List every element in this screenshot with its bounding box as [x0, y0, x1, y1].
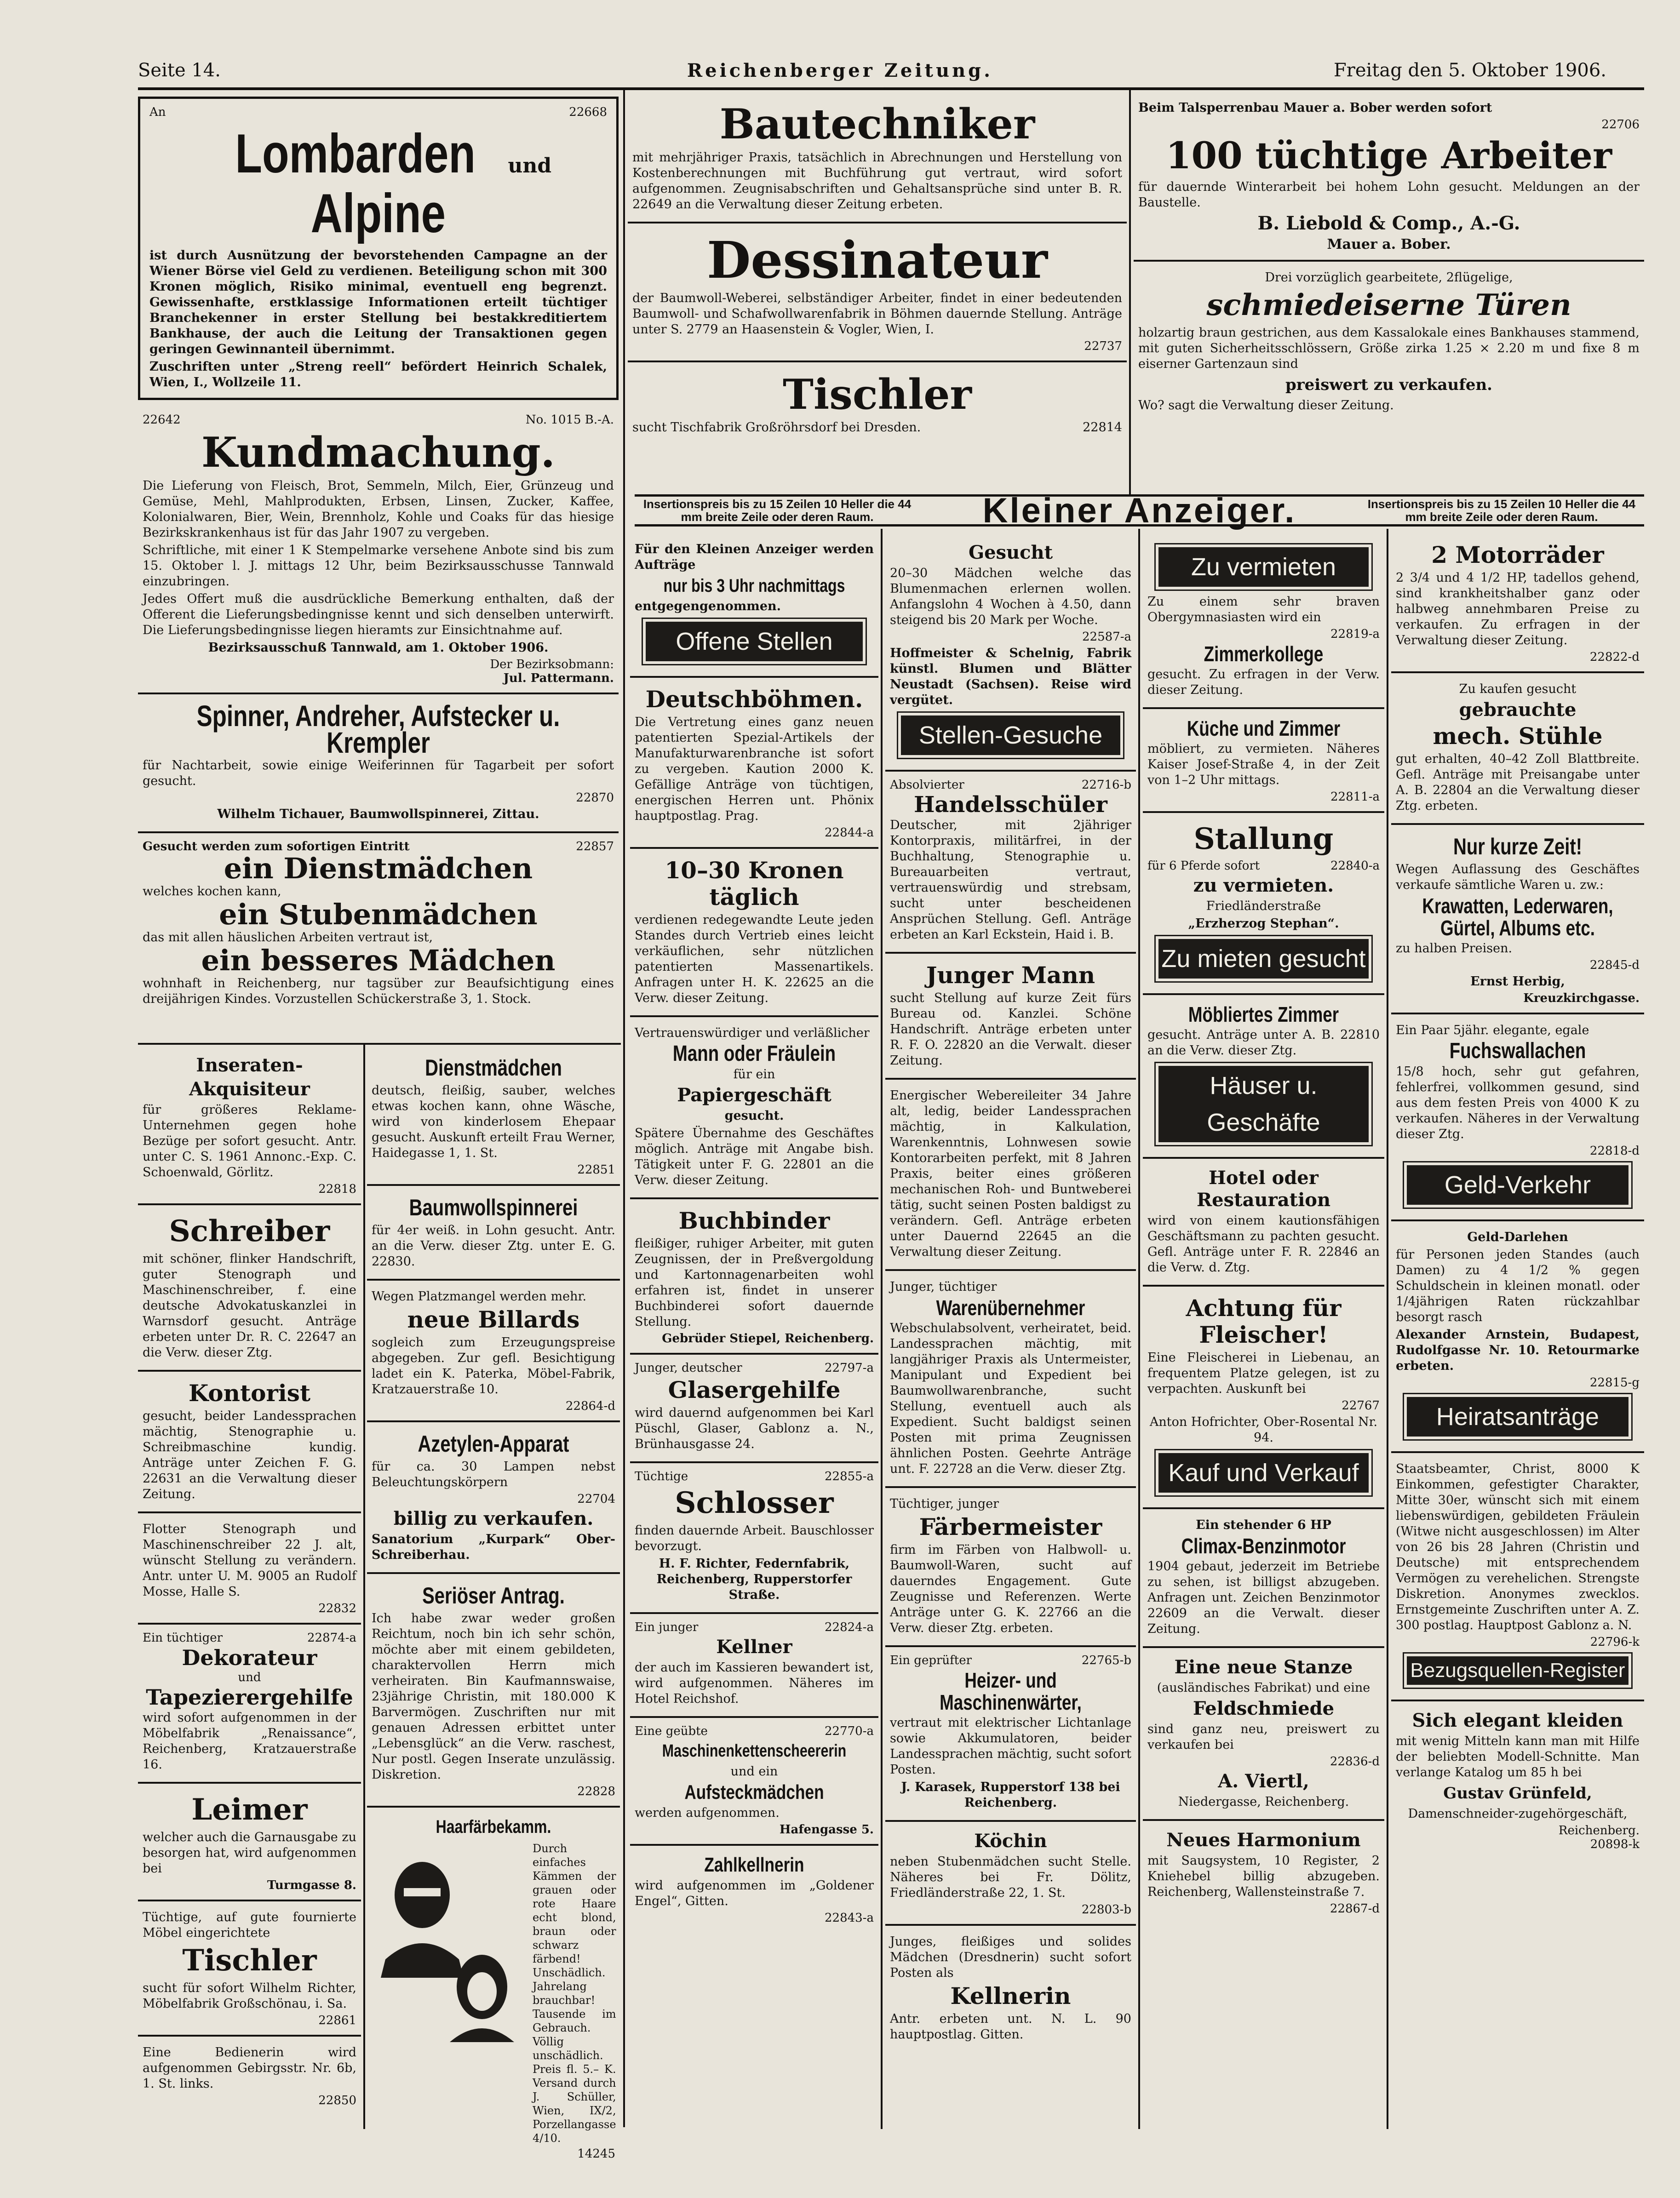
ad-billards: Wegen Platzmangel werden mehr. neue Billards sogleich zum Erzeugungspreise abgegeben. Zur gefl. Besichtigung ladet ein K. Paterka, Möbel-Fabrik, Kratzauerstraße 10. 22864-d: [367, 1281, 620, 1422]
insertion-price-left: Insertionspreis bis zu 15 Zeilen 10 Heller die 44 mm breite Zeile oder deren Raum.: [643, 497, 912, 524]
ad-nur-kurze-zeit: Nur kurze Zeit! Wegen Auflassung des Geschäftes verkaufe sämtliche Waren u. zw.: Krawatten, Lederwaren, Gürtel, Albums etc. zu halben Preisen. 22845-d Ernst Herbig, Kreuzkirchgasse.: [1391, 825, 1644, 1014]
ad-tischler-moebel: Tüchtige, auf gute fournierte Möbel eingerichtete Tischler sucht für sofort Wilhelm Richter, Möbelfabrik Großschönau, i. Sa. 22861: [138, 1901, 361, 2037]
ad-tueren: Drei vorzüglich gearbeitete, 2flügelige, schmiedeiserne Türen holzartig braun gestrichen, aus dem Kassalokale eines Bankhauses stammend, mit guten Sicherheitsschlössern, Größe zirka 1.25 × 2.20 m und fixe 8 m eiserner Gartenzaun sind preiswert zu verkaufen. Wo? sagt die Verwaltung dieser Zeitung.: [1138, 270, 1640, 412]
column-left-b: [367, 1046, 620, 2161]
column-rule: [623, 90, 625, 2127]
column-rule: [881, 529, 883, 2129]
classified-column-1: [630, 533, 878, 2127]
kundmachung-title: Kundmachung.: [201, 428, 555, 477]
ad-maschinenketten: Eine geübte 22770-a Maschinenkettenscheererin und ein Aufsteckmädchen werden aufgenommen. Hafengasse 5.: [630, 1718, 878, 1846]
ad-kronen: 10–30 Kronen täglich verdienen redegewandte Leute jeden Standes durch Vertrieb eines leicht verkäuflichen, sehr nützlichen patentierten Massenartikels. Anfragen unter H. K. 22625 an die Verw. dieser Zeitung.: [630, 849, 878, 1017]
column-rule: [1129, 90, 1131, 495]
ad-serioeser-antrag: Seriöser Antrag. Ich habe zwar weder großen Reichtum, noch bin ich sehr schön, möchte aber mit einem gebildeten, charaktervollen Herrn mich verheiraten. Bin Kaufmannswaise, 23jährige Christin, mit 180.000 K Barvermögen. Zuschriften nur mit genauen Adressen erbittet unter „Lebensglück“ an die Verw. raschest, Nur postl. Gegen Inserate unzulässig. Diskretion. 22828: [367, 1574, 620, 1808]
section-zu-mieten-gesucht: Zu mieten gesucht: [1158, 939, 1369, 979]
ad-heiratsantrag: Staatsbeamter, Christ, 8000 K Einkommen, gefestigter Charakter, Mitte 30er, wünscht sich mit einem liebenswürdigen, gebildeten Fräulein (Witwe nicht ausgeschlossen) im Alter von 26 bis 28 Jahren (Christin und Deutsche) mit entsprechendem Vermögen zu verehelichen. Strengste Diskretion. Anonymes zwecklos. Ernstgemeinte Zuschriften unter A. Z. 300 postlag. Hauptpost Gablonz a. N. 22796-k Bezugsquellen-Register: [1391, 1453, 1644, 1701]
classified-column-2: [885, 533, 1136, 2127]
section-zu-vermieten: Zu vermieten: [1158, 547, 1369, 587]
ad-blumenmachen: Gesucht 20–30 Mädchen welche das Blumenmachen erlernen wollen. Anfangslohn 4 Wochen à 4.50, dann steigend bis 20 Mark per Woche. 22587-a Hoffmeister & Schelnig, Fabrik künstl. Blumen und Blätter Neustadt (Sachsen). Reise wird vergütet. Stellen-Gesuche: [885, 533, 1136, 772]
ad-leimer: Leimer welcher auch die Garnausgabe zu besorgen hat, wird aufgenommen bei Turmgasse 8.: [138, 1784, 361, 1901]
section-haeuser-geschaefte: Häuser u. Geschäfte: [1158, 1066, 1369, 1142]
section-offene-stellen: Offene Stellen: [646, 622, 863, 661]
ad-geld-darlehen: Geld-Darlehen für Personen jeden Standes (auch Damen) zu 4 1/2 % gegen Schuldschein in kleinen monatl. oder 1/4jährigen Raten rückzahlbar besorgt rasch Alexander Arnstein, Budapest, Rudolfgasse Nr. 10. Retourmarke erbeten. 22815-g Heiratsanträge: [1391, 1221, 1644, 1453]
ad-auftraege: Für den Kleinen Anzeiger werden Aufträge nur bis 3 Uhr nachmittags entgegengenommen. Offene Stellen: [630, 533, 878, 678]
ad-zimmerkollege: Zu vermieten Zu einem sehr braven Obergymnasiasten wird ein 22819-a Zimmerkollege gesucht. Zu erfragen in der Verw. dieser Zeitung.: [1143, 533, 1384, 709]
ad-arbeiter: Beim Talsperrenbau Mauer a. Bober werden sofort 22706 100 tüchtige Arbeiter für dauernde Winterarbeit bei hohem Lohn gesucht. Meldungen an der Baustelle. B. Liebold & Comp., A.-G. Mauer a. Bober.: [1134, 92, 1644, 262]
ad-dienstmaedchen: Gesucht werden zum sofortigen Eintritt 22857 ein Dienstmädchen welches kochen kann, ein Stubenmädchen das mit allen häuslichen Arbeiten vertraut ist, ein besseres Mädchen wohnhaft in Reichenberg, nur tagsüber zur Beaufsichtigung eines dreijährigen Kindes. Vorzustellen Schückerstraße 3, 1. Stock.: [143, 840, 614, 1006]
ad-fuchswallachen: Ein Paar 5jähr. elegante, egale Fuchswallachen 15/8 hoch, sehr gut gefahren, fehlerfrei, vollkommen gesund, sind aus dem festen Preis von 4000 K zu verkaufen. Näheres in der Verwaltung dieser Ztg. 22818-d Geld-Verkehr: [1391, 1014, 1644, 1221]
ad-elegant-kleiden: Sich elegant kleiden mit wenig Mitteln kann man mit Hilfe der beliebten Modell-Schnitte. Man verlange Katalog um 85 h bei Gustav Grünfeld, Damenschneider-zugehörgeschäft, Reichenberg. 20898-k: [1396, 1710, 1640, 1851]
ad-achtung-fleischer: Achtung für Fleischer! Eine Fleischerei in Liebenau, an frequentem Platze gelegen, ist zu verpachten. Auskunft bei 22767 Anton Hofrichter, Ober-Rosental Nr. 94. Kauf und Verkauf: [1143, 1287, 1384, 1509]
ad-haarfaerbekamm: Haarfärbekamm. Durch einfaches Kämmen der grauen oder rote Haare echt blond, braun oder schwarz färbend! Unschädlich. Jahrelang brauchbar! Tausende im Gebrauch. Völlig unschädlich. Preis fl. 5.– K. Versand durch J. Schüller, Wien, IX/2, Porzellangasse 4/10. 14245: [367, 1808, 620, 2168]
ad-junger-mann: Junger Mann sucht Stellung auf kurze Zeit fürs Bureau od. Kanzlei. Schöne Handschrift. Anträge erbeten unter R. F. O. 22820 an die Verwalt. dieser Zeitung.: [885, 954, 1136, 1080]
ad-lombarden: An 22668 Lombarden und Alpine ist durch Ausnützung der bevorstehenden Campagne an der Wiener Börse viel Geld zu verdienen. Beteiligung schon mit 300 Kronen möglich, Risiko minimal, eventuell eng begrenzt. Gewissenhafte, erstklassige Informationen erteilt tüchtiger Branchekenner in erster Stellung bei bestakkreditiertem Bankhause, der auch die Leitung der Transaktionen gegen geringen Gewinnanteil übernimmt. Zuschriften unter „Streng reell“ befördert Heinrich Schalek, Wien, I., Wollzeile 11.: [138, 97, 619, 400]
issue-date: Freitag den 5. Oktober 1906.: [1333, 60, 1606, 81]
ad-schreiber: Schreiber mit schöner, flinker Handschrift, guter Stenograph und Maschinenschreiber, f. eine deutsche Advokatuskanzlei in Warnsdorf gesucht. Anträge erbeten unter Dr. R. C. 22647 an die Verw. dieser Ztg.: [138, 1205, 361, 1372]
column-right-top: [1134, 92, 1644, 492]
section-stellen-gesuche: Stellen-Gesuche: [901, 715, 1120, 755]
ad-glasergehilfe: Junger, deutscher 22797-a Glasergehilfe wird dauernd aufgenommen bei Karl Püschl, Glaser, Gablonz a. N., Brünhausgasse 24.: [630, 1355, 878, 1463]
ad-spinner: Spinner, Andreher, Aufstecker u. Krempler für Nachtarbeit, sowie einige Weiferinnen für Tagarbeit per sofort gesucht. 22870 Wilhelm Tichauer, Baumwollspinnerei, Zittau.: [138, 694, 619, 833]
ad-bautechniker: Bautechniker mit mehrjähriger Praxis, tatsächlich in Abrechnungen und Herstellung von Kostenberechnungen mit Buchführung gut vertraut, wird sofort aufgenommen. Zeugnisabschriften und Gehaltsansprüche sind unter B. R. 22649 an die Verwaltung dieser Zeitung erbeten.: [628, 92, 1127, 223]
section-rule: [138, 1043, 621, 1045]
portrait-illustration: [372, 1840, 528, 2042]
ad-mech-stuehle: Zu kaufen gesucht gebrauchte mech. Stühle gut erhalten, 40–42 Zoll Blattbreite. Gefl. Anträge mit Preisangabe unter A. B. 22804 an die Verwaltung dieser Ztg. erbeten.: [1391, 673, 1644, 825]
ad-schlosser: Tüchtige 22855-a Schlosser finden dauernde Arbeit. Bauschlosser bevorzugt. H. F. Richter, Federnfabrik, Reichenberg, Rupperstorfer Straße.: [630, 1463, 878, 1614]
ad-warenuebernehmer: Junger, tüchtiger Warenübernehmer Webschulabsolvent, verheiratet, beid. Landessprachen mächtig, mit langjähriger Praxis als Untermeister, Manipulant und Expedient bei Baumwollwarenbranche, sucht Stellung, eventuell auch als Expedient. Sucht baldigst seinen Posten mit prima Zeugnissen ähnlichen Posten. Geehrte Anträge unt. F. 22728 an die Verw. dieser Ztg.: [885, 1271, 1136, 1488]
ad-dienstmaedchen-2: Dienstmädchen deutsch, fleißig, sauber, welches etwas kochen kann, ohne Wäsche, wird von kinderlosem Ehepaar gesucht. Auskunft erteilt Frau Werner, Haidegasse 1, 1. St. 22851: [367, 1046, 620, 1186]
ad-papiergeschaeft: Vertrauenswürdiger und verläßlicher Mann oder Fräulein für ein Papiergeschäft gesucht. Spätere Übernahme des Geschäftes möglich. Anträge mit Angabe bish. Tätigkeit unter F. G. 22801 an die Verw. dieser Zeitung.: [630, 1017, 878, 1199]
ad-webereileiter: Energischer Webereileiter 34 Jahre alt, ledig, beider Landessprachen mächtig, in Kalkulation, Warenkenntnis, Lohnwesen sowie Kontorarbeiten perfekt, mit 8 Jahren Praxis, beiter eines größeren mechanischen Roh- und Buntweberei tätig, sucht seinen Posten baldigst zu verändern. Gefl. Anträge erbeten unter Dauernd 22645 an die Verwaltung dieser Zeitung.: [885, 1080, 1136, 1271]
section-bezugsquellen-register: Bezugsquellen-Register: [1407, 1656, 1628, 1685]
insertion-price-right: Insertionspreis bis zu 15 Zeilen 10 Heller die 44 mm breite Zeile oder deren Raum.: [1367, 497, 1636, 524]
ad-dekorateur: Ein tüchtiger 22874-a Dekorateur und Tapezierergehilfe wird sofort aufgenommen in der Möbelfabrik „Renaissance“, Reichenberg, Kratzauerstraße 16.: [138, 1625, 361, 1784]
ad-stanze: Eine neue Stanze (ausländisches Fabrikat) und eine Feldschmiede sind ganz neu, preiswert zu verkaufen bei 22836-d A. Viertl, Niedergasse, Reichenberg.: [1143, 1648, 1384, 1821]
ad-moebliertes-zimmer: Möbliertes Zimmer gesucht. Anträge unter A. B. 22810 an die Verw. dieser Ztg. Häuser u. Geschäfte: [1143, 995, 1384, 1159]
ad-baumwollspinnerei: Baumwollspinnerei für 4er weiß. in Lohn gesucht. Antr. an die Verw. dieser Ztg. unter E. G. 22830.: [367, 1186, 620, 1281]
ad-hotel: Hotel oder Restauration wird von einem kautionsfähigen Geschäftsmann zu pachten gesucht. Gefl. Anträge unter F. R. 22846 an die Verw. d. Ztg.: [1143, 1159, 1384, 1287]
ad-kellnerin: Junges, fleißiges und solides Mädchen (Dresdnerin) sucht sofort Posten als Kellnerin Antr. erbeten unt. N. L. 90 hauptpostlag. Gitten.: [890, 1935, 1131, 2042]
top-rule: [138, 87, 1644, 90]
classified-column-4: [1391, 533, 1644, 2127]
ad-harmonium: Neues Harmonium mit Saugsystem, 10 Register, 2 Kniehebel billig abzugeben. Reichenberg, Wallensteinstraße 7. 22867-d: [1147, 1829, 1380, 1916]
ad-motorraeder: 2 Motorräder 2 3/4 und 4 1/2 HP, tadellos gehend, sind krankheitshalber ganz oder halbweg annehmbaren Preise zu verkaufen. Zu erfragen in der Verwaltung dieser Zeitung. 22822-d: [1391, 533, 1644, 673]
paper-title: Reichenberger Zeitung.: [687, 60, 993, 81]
section-kauf-verkauf: Kauf und Verkauf: [1158, 1453, 1369, 1493]
ad-inserat: Inseraten- Akquisiteur für größeres Reklame-Unternehmen gegen hohe Bezüge per sofort gesucht. Antr. unter C. S. 1961 Annonc.-Exp. C. Schoenwald, Görlitz. 22818: [138, 1046, 361, 1205]
ad-benzinmotor: Ein stehender 6 HP Climax-Benzinmotor 1904 gebaut, jederzeit im Betriebe zu sehen, ist billigst abzugeben. Anfragen unt. Zeichen Benzinmotor 22609 an die Verwalt. dieser Zeitung.: [1143, 1509, 1384, 1648]
column-rule: [363, 1044, 365, 2129]
ad-heizer: Ein geprüfter 22765-b Heizer- und Maschinenwärter, vertraut mit elektrischer Lichtanlage sowie Akkumulatoren, beider Landessprachen mächtig, sucht sofort Posten. J. Karasek, Rupperstorf 138 bei Reichenberg.: [885, 1647, 1136, 1822]
page-number: Seite 14.: [138, 60, 221, 81]
column-left-top: [138, 92, 619, 1044]
classified-column-3: [1143, 533, 1384, 2127]
ad-buchbinder: Buchbinder fleißiger, ruhiger Arbeiter, mit guten Zeugnissen, der in Preßvergoldung und Kartonnagenarbeiten wohl erfahren ist, findet in unserer Buchbinderei sofort dauernde Stellung. Gebrüder Stiepel, Reichenberg.: [630, 1199, 878, 1355]
ad-deutschboehmen: Deutschböhmen. Die Vertretung eines ganz neuen patentierten Spezial-Artikels der Manufakturwarenbranche ist sofort zu vergeben. Kaution 2000 K. Gefällige Anträge von tüchtigen, energischen Herren unt. Phönix hauptpostlag. Prag. 22844-a: [630, 678, 878, 849]
ad-dessinateur: Dessinateur der Baumwoll-Weberei, selbständiger Arbeiter, findet in einer bedeutenden Baumwoll- und Schafwollwarenfabrik in Böhmen dauernde Stellung. Anträge unter S. 2779 an Haasenstein & Vogler, Wien, I. 22737: [628, 223, 1127, 362]
ad-faerbermeister: Tüchtiger, junger Färbermeister firm im Färben von Halbwoll- u. Baumwoll-Waren, sucht auf dauerndes Engagement. Gute Zeugnisse und Referenzen. Werte Anträge unter G. K. 22766 an die Verw. dieser Ztg. erbeten.: [885, 1488, 1136, 1647]
ad-tischler: Tischler sucht Tischfabrik Großröhrsdorf bei Dresden. 22814: [632, 370, 1122, 435]
column-left-a: [138, 1046, 361, 2127]
kleiner-anzeiger-title: Kleiner Anzeiger.: [982, 491, 1296, 530]
ad-koechin: Köchin neben Stubenmädchen sucht Stelle. Näheres bei Fr. Dölitz, Friedländerstraße 22, 1. St. 22803-b: [885, 1822, 1136, 1926]
section-heiratsantraege: Heiratsanträge: [1407, 1397, 1628, 1437]
column-rule: [1138, 529, 1140, 2129]
ad-stallung: Stallung für 6 Pferde sofort 22840-a zu vermieten. Friedländerstraße „Erzherzog Stephan“. Zu mieten gesucht: [1143, 813, 1384, 995]
column-rule: [1387, 529, 1388, 2129]
ad-handelsschueler: Absolvierter 22716-b Handelsschüler Deutscher, mit 2jähriger Kontorpraxis, militärfrei, in der Buchhaltung, Stenographie u. Bureauarbeiten vertraut, vertrauenswürdig und strebsam, sucht unter bescheidenen Ansprüchen Stellung. Gefl. Anträge erbeten an Karl Eckstein, Haid i. B.: [885, 772, 1136, 954]
ad-kellner: Ein junger 22824-a Kellner der auch im Kassieren bewandert ist, wird aufgenommen. Näheres im Hotel Reichshof.: [630, 1614, 878, 1718]
ad-kontorist: Kontorist gesucht, beider Landessprachen mächtig, Stenographie u. Schreibmaschine kundig. Anträge unter Zeichen F. G. 22631 an die Verwaltung dieser Zeitung.: [138, 1372, 361, 1513]
ad-zahlkellnerin: Zahlkellnerin wird aufgenommen im „Goldener Engel“, Gitten. 22843-a: [635, 1854, 874, 1925]
ad-kueche-zimmer: Küche und Zimmer möbliert, zu vermieten. Näheres Kaiser Josef-Straße 4, in der Zeit von 1–2 Uhr mittags. 22811-a: [1143, 709, 1384, 813]
ad-bedienerin: Eine Bedienerin wird aufgenommen Gebirgsstr. Nr. 6b, 1. St. links. 22850: [143, 2045, 356, 2107]
ad-azetylen: Azetylen-Apparat für ca. 30 Lampen nebst Beleuchtungskörpern 22704 billig zu verkaufen. Sanatorium „Kurpark“ Ober-Schreiberhau.: [367, 1422, 620, 1574]
section-geld-verkehr: Geld-Verkehr: [1407, 1165, 1628, 1205]
column-middle-top: [628, 92, 1127, 492]
kleiner-anzeiger-header: [635, 491, 1644, 530]
ad-flotter: Flotter Stenograph und Maschinenschreiber 22 J. alt, wünscht Stellung zu verändern. Antr. unter U. M. 9005 an Rudolf Mosse, Halle S. 22832: [138, 1513, 361, 1625]
ad-kundmachung: 22642 No. 1015 B.-A. Kundmachung. Die Lieferung von Fleisch, Brot, Semmeln, Milch, Eier, Grünzeug und Gemüse, Mehl, Mahlprodukten, Erbsen, Linsen, Zucker, Kaffee, Kolonialwaren, Bier, Wein, Brennholz, Kohle und Coaks für das hiesige Bezirkskrankenhaus ist für das Jahr 1907 zu vergeben. Schriftliche, mit einer 1 K Stempelmarke versehene Anbote sind bis zum 15. Oktober l. J. mittags 12 Uhr, beim Bezirksausschusse Tannwald einzubringen. Jedes Offert muß die ausdrückliche Bemerkung enthalten, daß der Offerent die Lieferungsbedingnisse kennt und sich denselben unterwirft. Die Lieferungsbedingnisse liegen hieramts zur Einsichtnahme auf. Bezirksausschuß Tannwald, am 1. Oktober 1906. Der Bezirksobmann: Jul. Pattermann.: [138, 406, 619, 694]
